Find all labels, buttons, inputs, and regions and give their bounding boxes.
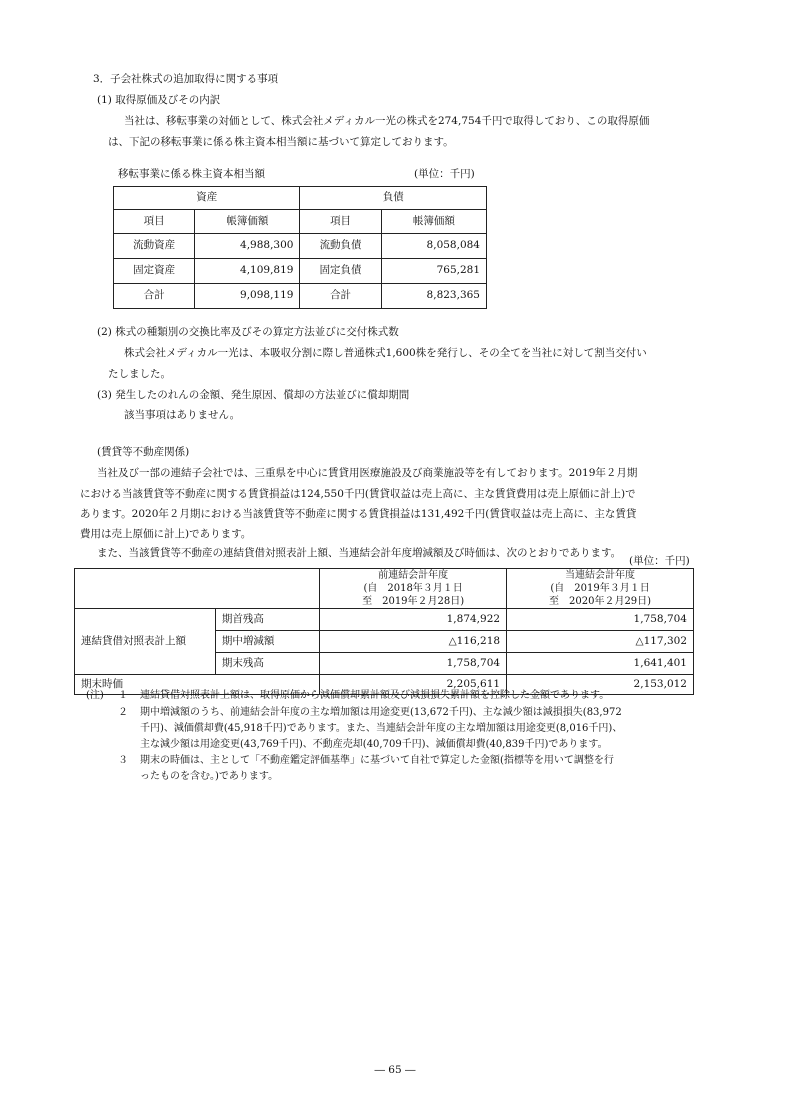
value-cell: 9,098,119 — [195, 284, 300, 309]
value-cell: 1,758,704 — [507, 609, 694, 631]
paragraph-line: また、当該賃貸等不動産の連結貸借対照表計上額、当連結会計年度増減額及び時価は、次のとおりであります。 — [97, 547, 622, 559]
curr-year-to: 至 2020年２月29日) — [549, 596, 652, 607]
table-unit: (単位：千円) — [629, 555, 690, 567]
note-text: 期末の時価は、主として「不動産鑑定評価基準」に基づいて自社で算定した金額(指標等を用いて調整を行 — [140, 755, 614, 766]
paragraph-line: 当社は、移転事業の対価として、株式会社メディカル一光の株式を274,754千円で取得しており、この取得原価 — [124, 115, 650, 127]
item-cell: 固定資産 — [114, 259, 195, 284]
item-cell: 合計 — [300, 284, 381, 309]
value-cell: △116,218 — [320, 631, 507, 653]
section-heading: 3．子会社株式の追加取得に関する事項 — [93, 73, 279, 85]
rental-table — [74, 568, 694, 695]
paragraph-line: は、下記の移転事業に係る株主資本相当額に基づいて算定しております。 — [108, 136, 454, 148]
table-row — [114, 234, 487, 259]
note-number: ２ — [118, 707, 128, 718]
curr-year-title: 当連結会計年度 — [565, 570, 636, 581]
value-cell: 2,153,012 — [507, 675, 694, 695]
value-cell: 1,874,922 — [320, 609, 507, 631]
table-caption: 移転事業に係る株主資本相当額 — [118, 168, 265, 180]
group-label: 連結貸借対照表計上額 — [75, 609, 216, 675]
column-header: 帳簿価額 — [381, 210, 486, 234]
column-header: 項目 — [300, 210, 381, 234]
value-cell: 4,109,819 — [195, 259, 300, 284]
paragraph-line: 株式会社メディカル一光は、本吸収分割に際し普通株式1,600株を発行し、その全てを当社に対して割当交付い — [124, 347, 647, 359]
note-text: 期中増減額のうち、前連結会計年度の主な増加額は用途変更(13,672千円)、主な減少額は減損損失(83,972 — [140, 707, 622, 718]
paragraph-line: における当該賃貸等不動産に関する賃貸損益は124,550千円(賃貸収益は売上高に、主な賃貸費用は売上原価に計上)で — [80, 488, 636, 500]
item-cell: 固定負債 — [300, 259, 381, 284]
rental-heading: (賃貸等不動産関係) — [97, 446, 190, 458]
column-header: 項目 — [114, 210, 195, 234]
paragraph-line: 該当事項はありません。 — [124, 409, 241, 421]
value-cell: 765,281 — [381, 259, 486, 284]
row-label: 期末残高 — [215, 653, 319, 675]
note-text: 主な減少額は用途変更(43,769千円)、不動産売却(40,709千円)、減価償却費(40,839千円)であります。 — [140, 739, 608, 750]
value-cell: 8,823,365 — [381, 284, 486, 309]
item-cell: 合計 — [114, 284, 195, 309]
paragraph-line: 費用は売上原価に計上)であります。 — [80, 528, 252, 540]
equity-table — [113, 186, 487, 309]
value-cell: 1,641,401 — [507, 653, 694, 675]
value-cell: 2,205,611 — [320, 675, 507, 695]
subsection-heading-3: (3) 発生したのれんの金額、発生原因、償却の方法並びに償却期間 — [97, 389, 410, 401]
note-text: 連結貸借対照表計上額は、取得原価から減価償却累計額及び減損損失累計額を控除した金額であります。 — [140, 690, 610, 701]
value-cell: 4,988,300 — [195, 234, 300, 259]
curr-year-from: (自 2019年３月１日 — [550, 583, 650, 594]
liabilities-header: 負債 — [300, 187, 487, 210]
prev-year-header — [320, 569, 507, 609]
value-cell: 8,058,084 — [381, 234, 486, 259]
value-cell: 1,758,704 — [320, 653, 507, 675]
curr-year-header — [507, 569, 694, 609]
note-number: １ — [118, 690, 128, 701]
paragraph-line: あります。2020年２月期における当該賃貸等不動産に関する賃貸損益は131,492千円(賃貸収益は売上高に、主な賃貸 — [80, 508, 637, 520]
note-number: ３ — [118, 755, 128, 766]
table-row — [75, 609, 694, 631]
note-text: ったものを含む。)であります。 — [140, 771, 279, 782]
subsection-heading-2: (2) 株式の種類別の交換比率及びその算定方法並びに交付株式数 — [97, 326, 399, 338]
paragraph-line: たしました。 — [108, 368, 171, 380]
value-cell: △117,302 — [507, 631, 694, 653]
item-cell: 流動資産 — [114, 234, 195, 259]
assets-header: 資産 — [114, 187, 300, 210]
row-label: 期中増減額 — [215, 631, 319, 653]
page-number: ― 65 ― — [374, 1064, 416, 1076]
prev-year-title: 前連結会計年度 — [378, 570, 449, 581]
prev-year-to: 至 2019年２月28日) — [362, 596, 465, 607]
paragraph-line: 当社及び一部の連結子会社では、三重県を中心に賃貸用医療施設及び商業施設等を有しております。2019年２月期 — [97, 467, 638, 479]
item-cell: 流動負債 — [300, 234, 381, 259]
prev-year-from: (自 2018年３月１日 — [363, 583, 463, 594]
table-unit: (単位：千円) — [414, 168, 475, 180]
subsection-heading-1: (1) 取得原価及びその内訳 — [97, 94, 221, 106]
note-text: 千円)、減価償却費(45,918千円)であります。また、当連結会計年度の主な増加額は用途変更(8,016千円)、 — [140, 723, 623, 734]
row-label: 期首残高 — [215, 609, 319, 631]
column-header: 帳簿価額 — [195, 210, 300, 234]
empty-header — [75, 569, 320, 609]
table-row — [114, 259, 487, 284]
notes-prefix: (注) — [86, 690, 104, 701]
table-row — [114, 284, 487, 309]
fair-value-label: 期末時価 — [75, 675, 320, 695]
